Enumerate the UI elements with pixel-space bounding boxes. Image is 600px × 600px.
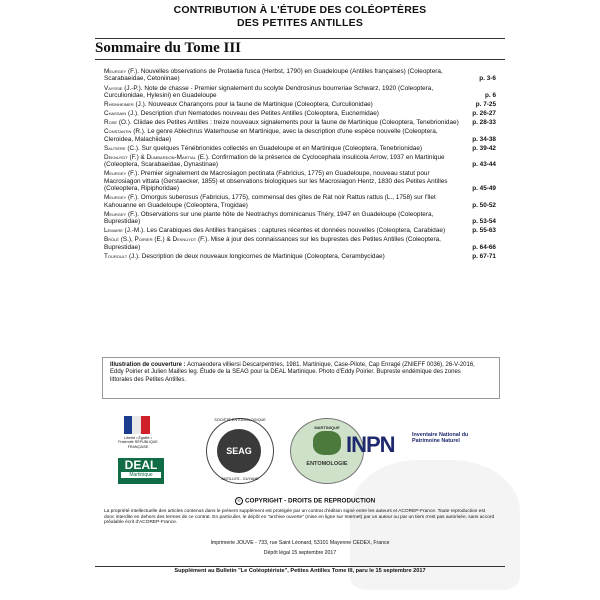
toc-entry-text bbox=[104, 101, 459, 108]
copyright-text: La propriété intellectuelle des articles contenus dans le présent supplément est protégée par un contrat d'édition signé entre les auteurs et ACOREP-France. Toute reproduction est donc interdite en dehors des termes de ce contrat. En particulier, le dépôt en "archive ouverte" (mise en ligne sur Internet) par un auteur ou par un tiers n'est pas autorisée, sans accord préalable écrit d'ACOREP-France. bbox=[104, 509, 495, 526]
toc-author: Rose (O.). bbox=[104, 119, 132, 127]
toc-entry bbox=[104, 154, 496, 169]
deal-sub: Martinique bbox=[121, 472, 161, 478]
toc-page: p. 34-38 bbox=[472, 135, 496, 143]
toc-title: Sur quelques Ténébrionides collectés en Guadeloupe et en Martinique (Coleoptera, Tenebrionidae) bbox=[141, 144, 423, 152]
toc-page: p. 7-25 bbox=[475, 101, 496, 108]
toc-title: Le genre Ablechrus Waterhouse en Martinique, avec la description d'une espèce nouvelle (Coleoptera, Cleroidea, Malachiidae) bbox=[104, 128, 438, 143]
copyright-title bbox=[235, 497, 375, 505]
printer-info: Imprimerie JOUVE - 733, rue Saint Léonard, 53101 Mayenne CEDEX, France bbox=[210, 540, 390, 546]
toc-entry bbox=[104, 101, 496, 108]
inpn-label: INPN bbox=[346, 432, 395, 457]
toc-author: Touroult (J.). bbox=[104, 252, 140, 260]
toc-author: Meurgey (F.). bbox=[104, 170, 139, 178]
depot-legal: Dépôt légal 15 septembre 2017 bbox=[263, 550, 337, 556]
toc-entry bbox=[104, 85, 496, 100]
ent-top-text: MARTINIQUE bbox=[314, 425, 340, 430]
sommaire-divider bbox=[95, 59, 505, 60]
toc-title: Observations sur une plante hôte de Neotrachys dominicanus Théry, 1947 en Guadeloupe (Coleoptera, Buprestidae) bbox=[104, 210, 434, 226]
toc-author: Lemaire (J.-M.). bbox=[104, 227, 145, 235]
toc-entry-text bbox=[104, 253, 459, 260]
toc-entry-text bbox=[104, 68, 459, 83]
inpn-subtitle: Inventaire National du Patrimoine Naturel bbox=[412, 432, 469, 445]
deal-label: DEAL bbox=[124, 458, 158, 472]
top-divider bbox=[95, 38, 505, 39]
header-line-1: CONTRIBUTION À L'ÉTUDE DES COLÉOPTÈRES bbox=[173, 4, 427, 16]
toc-entry-text bbox=[104, 128, 459, 143]
journal-header bbox=[150, 4, 450, 34]
toc-author: Meurgey (F.). bbox=[104, 210, 139, 218]
toc-entry bbox=[104, 145, 496, 152]
toc-page: p. 64-66 bbox=[472, 243, 496, 251]
seag-top-text: SOCIÉTÉ ENTOMOLOGIQUE bbox=[214, 418, 266, 422]
toc-page: p. 45-49 bbox=[472, 185, 496, 193]
toc-entry bbox=[104, 236, 496, 251]
toc-author: Chassain (J.). bbox=[104, 110, 139, 118]
seag-logo bbox=[206, 418, 274, 484]
toc-author: Sautière (C.). bbox=[104, 144, 140, 152]
republique-francaise-text: Liberté • Égalité • Fraternité RÉPUBLIQUE FRANÇAISE bbox=[118, 436, 158, 449]
seag-label: SEAG bbox=[217, 429, 261, 473]
toc-page: p. 55-63 bbox=[472, 227, 496, 235]
table-of-contents bbox=[104, 68, 496, 262]
beetle-icon bbox=[313, 431, 341, 455]
toc-author: Constantin (R.). bbox=[104, 128, 146, 136]
toc-page: p. 28-33 bbox=[472, 119, 496, 127]
inpn-logo bbox=[346, 430, 406, 460]
deal-logo bbox=[118, 458, 164, 484]
toc-entry bbox=[104, 227, 496, 234]
seag-bottom-text: ANTILLES - GUYANE bbox=[221, 477, 259, 481]
cover-label: Illustration de couverture : bbox=[110, 362, 186, 368]
cover-caption bbox=[110, 362, 480, 384]
toc-entry bbox=[104, 68, 496, 83]
ent-label: ENTOMOLOGIE bbox=[306, 461, 348, 467]
copyright-title-text: COPYRIGHT - DROITS DE REPRODUCTION bbox=[245, 497, 376, 505]
toc-title: Cliidae des Petites Antilles : treize nouveaux signalements pour la faune de Martinique (Coleoptera, Tenebrionidae) bbox=[133, 119, 459, 127]
toc-entry-text bbox=[104, 227, 459, 234]
toc-entry-text bbox=[104, 170, 459, 192]
toc-entry-text bbox=[104, 194, 459, 209]
partner-logos bbox=[118, 416, 478, 486]
toc-title: Description d'un Nematodes nouveau des Petites Antilles (Coleoptera, Eucnemidae) bbox=[140, 110, 379, 118]
toc-entry-text bbox=[104, 145, 459, 152]
toc-author: Vayssie (J.-P.). bbox=[104, 84, 143, 92]
toc-entry-text bbox=[104, 110, 459, 117]
toc-page: p. 67-71 bbox=[472, 252, 496, 260]
toc-title: Les Carabiques des Antilles françaises : captures récentes et données nouvelles (Coleoptera, Carabidae) bbox=[146, 227, 446, 235]
french-flag-logo bbox=[124, 416, 150, 434]
toc-page: p. 3-6 bbox=[479, 75, 496, 83]
toc-page: p. 50-52 bbox=[472, 201, 496, 209]
toc-title: Nouveaux Charançons pour la faune de Martinique (Coleoptera, Curculionidae) bbox=[148, 101, 373, 108]
copyright-icon: © bbox=[235, 497, 243, 505]
toc-title: Omorgus suberosus (Fabricius, 1775), commensal des gîtes de Rat noir Rattus rattus (L., 1758) sur l'îlet Kahouanne en Guadeloupe (Coleoptera, Trogidae) bbox=[104, 194, 436, 209]
toc-author: Meurgey (F.). bbox=[104, 194, 139, 202]
toc-entry-text bbox=[104, 211, 459, 226]
toc-page: p. 6 bbox=[484, 91, 496, 99]
toc-author: Deknuydt (F.) & Dumbardon-Martial (E.). bbox=[104, 153, 210, 161]
toc-entry-text bbox=[104, 236, 459, 251]
toc-title: Note de chasse - Premier signalement du scolyte Dendrosinus bourreriae Schwarz, 1920 (Coleoptera, Curculionidae, Hylesini) en Guadeloupe bbox=[104, 84, 434, 99]
supplement-note: Supplément au Bulletin "Le Coléoptériste", Petites Antilles Tome III, paru le 15 septembre 2017 bbox=[174, 568, 426, 574]
toc-author: Rheinheimer (J.). bbox=[104, 101, 147, 108]
toc-page: p. 43-44 bbox=[472, 161, 496, 169]
bottom-divider bbox=[95, 566, 505, 567]
toc-entry bbox=[104, 119, 496, 126]
toc-title: Nouvelles observations de Protaetia fusca (Herbst, 1790) en Guadeloupe (Antilles françaises) (Coleoptera, Scarabaeidae, Cetoniinae) bbox=[104, 68, 443, 83]
toc-entry bbox=[104, 128, 496, 143]
toc-entry bbox=[104, 211, 496, 226]
toc-author: Brûlé (S.), Poirier (E.) & Deknuydt (F.). bbox=[104, 236, 209, 244]
toc-entry-text bbox=[104, 119, 459, 126]
toc-entry-text bbox=[104, 154, 459, 169]
cover-text: Acmaeodera villiersi Descarpentries, 1981. Martinique, Case-Pilote, Cap Enragé (ZNIEFF 0036), 26-V-2016, Eddy Poirier et Julien Mailles leg. Étude de la SEAG pour la DEAL Martinique. Photo d'Eddy Poirier. Bupreste endémique des zones littorales des Petites Antilles. bbox=[110, 362, 475, 383]
toc-title: Premier signalement de Macrosiagon pectinata (Fabricius, 1775) en Guadeloupe, nouveau statut pour Macrosiagon vittata (Gerstaecker, 1855) et observations biologiques sur les Macrosiagon Hentz, 1830 des Petites Antilles (Coleoptera, Ripiphoridae) bbox=[104, 170, 448, 193]
toc-entry-text bbox=[104, 85, 459, 100]
toc-entry bbox=[104, 253, 496, 260]
toc-entry bbox=[104, 194, 496, 209]
toc-title: Mise à jour des connaissances sur les buprestes des Petites Antilles (Coleoptera, Buprestidae) bbox=[104, 236, 441, 251]
toc-title: Confirmation de la présence de Cyclocephala insulicola Arrow, 1937 en Martinique (Coleoptera, Scarabaeidae, Dynastinae) bbox=[104, 153, 445, 169]
toc-page: p. 39-42 bbox=[472, 144, 496, 152]
toc-page: p. 53-54 bbox=[472, 218, 496, 226]
toc-page: p. 26-27 bbox=[472, 110, 496, 118]
toc-entry bbox=[104, 170, 496, 192]
toc-author: Meurgey (F.). bbox=[104, 68, 139, 75]
sommaire-title: Sommaire du Tome III bbox=[95, 40, 242, 56]
toc-title: Description de deux nouveaux longicornes de Martinique (Coleoptera, Cerambycidae) bbox=[141, 252, 385, 260]
toc-entry bbox=[104, 110, 496, 117]
header-line-2: DES PETITES ANTILLES bbox=[236, 17, 364, 29]
